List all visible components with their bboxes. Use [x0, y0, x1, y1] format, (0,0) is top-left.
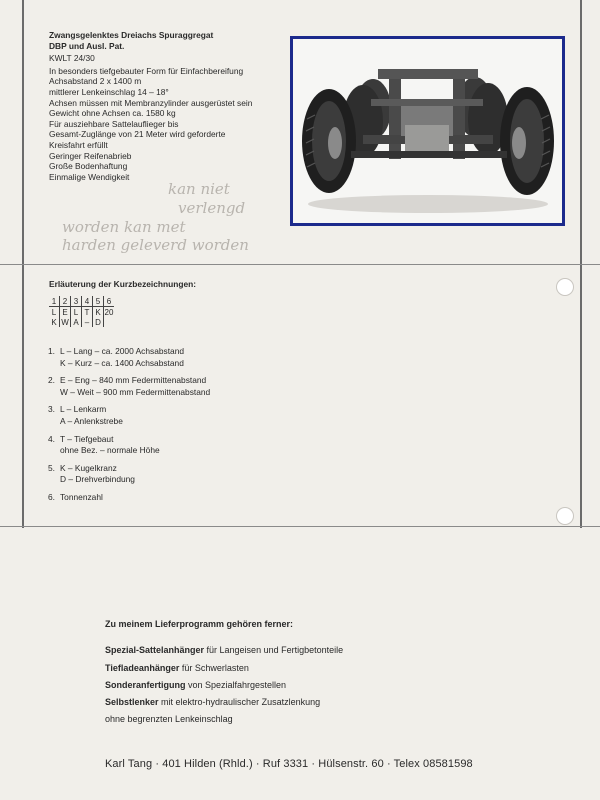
code-cell: E — [60, 307, 71, 318]
legend-group-5 — [48, 463, 210, 486]
product-title-line-1: Zwangsgelenktes Dreiachs Spuraggregat — [49, 30, 214, 40]
description-line: In besonders tiefgebauter Form für Einfachbereifung — [49, 65, 244, 76]
delivery-program — [105, 616, 343, 729]
code-cell: 20 — [104, 307, 114, 317]
legend-group-6 — [48, 492, 210, 504]
legend-line: Tonnenzahl — [60, 491, 103, 502]
code-header-cell: 3 — [71, 296, 82, 307]
legend-line: D – Drehverbindung — [60, 474, 135, 485]
legend-group-1 — [48, 346, 210, 369]
code-table-header-row — [49, 296, 114, 307]
description-line: Große Bodenhaftung — [49, 161, 128, 172]
description-line: Für ausziehbare Sattelauflieger bis — [49, 118, 179, 129]
code-cell: K — [51, 317, 57, 327]
section-divider-1 — [0, 264, 600, 265]
description-line: mittlerer Lenkeinschlag 14 – 18° — [49, 86, 169, 97]
legend-number: 5. — [48, 462, 55, 473]
code-header-cell: 4 — [82, 296, 93, 307]
punch-hole-bottom — [556, 507, 574, 525]
description-line: Gewicht ohne Achsen ca. 1580 kg — [49, 108, 176, 119]
legend-line: K – Kurz – ca. 1400 Achsabstand — [60, 357, 184, 368]
handwritten-note-line-3: worden kan met — [62, 218, 186, 236]
code-cell: W — [61, 317, 69, 327]
legend-line: E – Eng – 840 mm Federmittenabstand — [60, 375, 207, 386]
code-cell — [104, 317, 115, 327]
description-line: Gesamt-Zuglänge von 21 Meter wird geforderte — [49, 129, 226, 140]
code-cell: – — [82, 317, 93, 327]
punch-hole-top — [556, 278, 574, 296]
description-line: Einmalige Wendigkeit — [49, 171, 130, 182]
legend-number: 6. — [48, 491, 55, 502]
legend-line: L – Lang – ca. 2000 Achsabstand — [60, 346, 185, 356]
company-footer: Karl Tang · 401 Hilden (Rhld.) · Ruf 3331 · Hülsenstr. 60 · Telex 08581598 — [105, 758, 473, 770]
code-cell: L — [51, 307, 57, 317]
product-title-line-2: DBP und Ausl. Pat. — [49, 40, 125, 51]
code-header-cell: 2 — [60, 296, 71, 307]
product-description — [49, 30, 289, 182]
code-cell: A — [71, 317, 82, 327]
legend-group-2 — [48, 375, 210, 398]
code-cell: T — [82, 307, 93, 318]
program-item: ohne begrenzten Lenkeinschlag — [105, 714, 233, 725]
legend-line: T – Tiefgebaut — [60, 433, 114, 444]
code-table-row — [49, 307, 114, 318]
abbreviations-title: Erläuterung der Kurzbezeichnungen: — [49, 279, 197, 289]
legend-line: A – Anlenkstrebe — [60, 415, 123, 426]
trailer-bogie-photo — [293, 39, 562, 223]
program-item: Tiefladeanhänger für Schwerlasten — [105, 662, 249, 673]
description-line: Achsen müssen mit Membranzylinder ausgerüstet sein — [49, 97, 253, 108]
description-line: Kreisfahrt erfüllt — [49, 139, 108, 150]
legend-number: 4. — [48, 433, 55, 444]
description-line: Achsabstand 2 x 1400 m — [49, 76, 142, 87]
code-cell: D — [93, 317, 104, 327]
description-line: Geringer Reifenabrieb — [49, 150, 132, 161]
delivery-program-intro: Zu meinem Lieferprogramm gehören ferner: — [105, 619, 294, 629]
legend-line: W – Weit – 900 mm Federmittenabstand — [60, 386, 211, 397]
program-item: Selbstlenker mit elektro-hydraulischer Zusatzlenkung — [105, 697, 321, 708]
code-header-cell: 1 — [49, 296, 60, 307]
code-cell: K — [93, 307, 104, 318]
handwritten-note-line-1: kan niet — [168, 180, 230, 198]
code-cell: L — [71, 307, 82, 318]
legend-number: 1. — [48, 346, 55, 356]
legend-group-3 — [48, 404, 210, 427]
program-item: Spezial-Sattelanhänger für Langeisen und Fertigbetonteile — [105, 645, 344, 656]
code-table — [49, 296, 114, 327]
legend-line: K – Kugelkranz — [60, 462, 117, 473]
legend-group-4 — [48, 434, 210, 457]
legend-number: 3. — [48, 404, 55, 415]
code-header-cell: 6 — [104, 296, 115, 307]
abbreviation-legend — [48, 346, 210, 510]
program-item: Sonderanfertigung von Spezialfahrgestellen — [105, 679, 287, 690]
section-divider-2 — [0, 526, 600, 527]
legend-line: ohne Bez. – normale Höhe — [60, 445, 160, 456]
code-table-row — [49, 317, 114, 327]
product-photo-frame — [290, 36, 565, 226]
code-header-cell: 5 — [93, 296, 104, 307]
handwritten-note-line-4: harden geleverd worden — [62, 236, 249, 254]
legend-number: 2. — [48, 375, 55, 386]
handwritten-note-line-2: verlengd — [178, 199, 246, 217]
product-model: KWLT 24/30 — [49, 53, 95, 64]
legend-line: L – Lenkarm — [60, 404, 107, 415]
